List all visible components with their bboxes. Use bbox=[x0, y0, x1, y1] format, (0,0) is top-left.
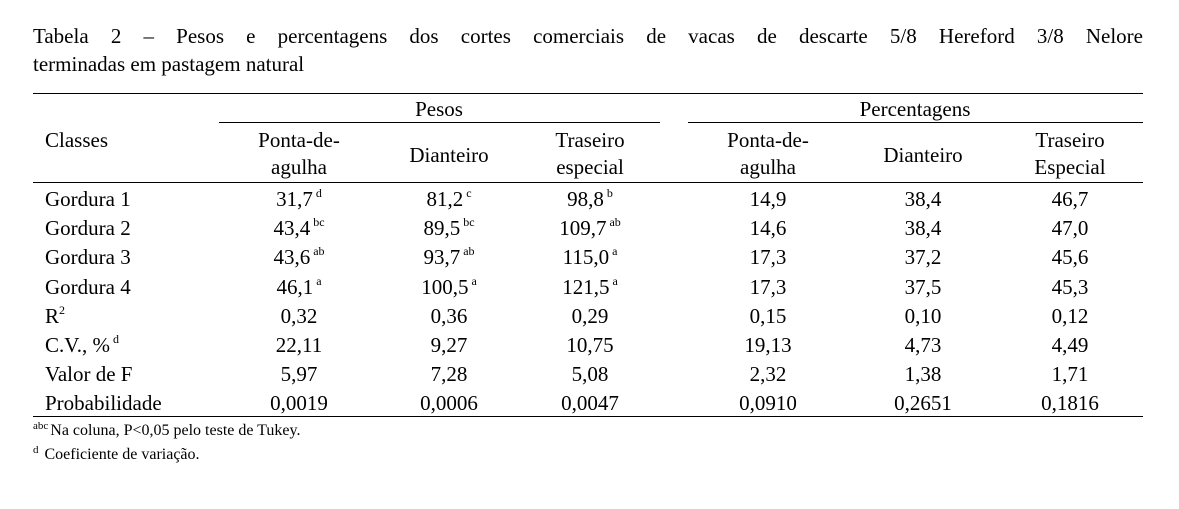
cell-value: 22,11 bbox=[275, 333, 323, 357]
table-cell bbox=[744, 331, 791, 359]
table-cell bbox=[905, 243, 942, 271]
cell-value: 45,3 bbox=[1051, 275, 1089, 299]
footnote-tukey bbox=[33, 421, 300, 441]
table-cell bbox=[905, 273, 942, 301]
table-cell bbox=[281, 302, 318, 330]
row-label-text: Gordura 2 bbox=[45, 216, 131, 240]
cell-value: 0,0019 bbox=[270, 391, 328, 415]
header-bottom-rule bbox=[33, 182, 1143, 183]
cell-value: 31,7 bbox=[276, 187, 313, 211]
cell-value: 1,38 bbox=[904, 362, 942, 386]
cell-value: 0,36 bbox=[430, 304, 468, 328]
table-cell bbox=[1052, 243, 1089, 271]
row-label bbox=[45, 302, 65, 330]
row-label-text: Gordura 1 bbox=[45, 187, 131, 211]
table-cell bbox=[423, 243, 474, 271]
table-cell bbox=[1052, 214, 1089, 242]
row-label-text: Probabilidade bbox=[45, 391, 162, 415]
table-cell bbox=[1052, 185, 1089, 213]
row-label-text: Gordura 4 bbox=[45, 275, 131, 299]
column-header-line1: Ponta-de- bbox=[258, 128, 340, 152]
cell-value: 38,4 bbox=[904, 187, 942, 211]
cell-value: 1,71 bbox=[1051, 362, 1089, 386]
table-cell bbox=[421, 273, 477, 301]
cell-value: 14,6 bbox=[749, 216, 787, 240]
cell-value: 43,4 bbox=[273, 216, 311, 240]
significance-letter: a bbox=[316, 274, 322, 288]
table-cell bbox=[423, 214, 474, 242]
cell-value: 45,6 bbox=[1051, 245, 1089, 269]
cell-value: 10,75 bbox=[566, 333, 614, 357]
cell-value: 93,7 bbox=[423, 245, 461, 269]
cell-value: 17,3 bbox=[749, 245, 787, 269]
cell-value: 4,49 bbox=[1051, 333, 1089, 357]
row-label bbox=[45, 331, 119, 359]
caption-line-2: terminadas em pastagem natural bbox=[33, 52, 305, 76]
table-cell bbox=[1052, 273, 1089, 301]
cell-value: 9,27 bbox=[430, 333, 468, 357]
column-header-line1: Dianteiro bbox=[409, 143, 489, 167]
cell-value: 98,8 bbox=[567, 187, 604, 211]
header-classes: Classes bbox=[45, 128, 108, 152]
row-label bbox=[45, 360, 133, 388]
cell-value: 43,6 bbox=[273, 245, 311, 269]
table-cell bbox=[567, 185, 613, 213]
table-cell bbox=[562, 273, 618, 301]
footnote-cv bbox=[33, 445, 200, 465]
cell-value: 7,28 bbox=[430, 362, 468, 386]
significance-letter: c bbox=[466, 186, 472, 200]
row-label-text: C.V., % bbox=[45, 333, 110, 357]
cell-value: 4,73 bbox=[904, 333, 942, 357]
table-cell bbox=[894, 389, 952, 417]
significance-letter: a bbox=[612, 274, 618, 288]
cell-value: 0,0006 bbox=[420, 391, 478, 415]
table-cell bbox=[561, 389, 619, 417]
column-header-line2: agulha bbox=[740, 155, 796, 179]
table-cell bbox=[750, 360, 787, 388]
table-cell bbox=[905, 302, 942, 330]
row-label-superscript: 2 bbox=[59, 303, 66, 317]
row-label bbox=[45, 243, 131, 271]
table-cell bbox=[572, 302, 609, 330]
table-cell bbox=[426, 185, 471, 213]
table-cell bbox=[1052, 360, 1089, 388]
significance-letter: bc bbox=[313, 215, 325, 229]
table-cell bbox=[566, 331, 613, 359]
footnote-mark-d: d bbox=[33, 444, 39, 456]
cell-value: 81,2 bbox=[426, 187, 464, 211]
column-header-line1: Traseiro bbox=[555, 128, 625, 152]
footnote-text-tukey: Na coluna, P<0,05 pelo teste de Tukey. bbox=[50, 422, 301, 439]
cell-value: 5,08 bbox=[571, 362, 609, 386]
table-cell bbox=[276, 273, 321, 301]
group-header-percentagens: Percentagens bbox=[859, 97, 971, 121]
significance-letter: a bbox=[612, 244, 618, 258]
significance-letter: bc bbox=[463, 215, 475, 229]
column-header-line2: agulha bbox=[271, 155, 327, 179]
cell-value: 89,5 bbox=[423, 216, 461, 240]
table-cell bbox=[1052, 331, 1089, 359]
cell-value: 0,15 bbox=[749, 304, 787, 328]
cell-value: 0,32 bbox=[280, 304, 318, 328]
cell-value: 0,0910 bbox=[739, 391, 797, 415]
cell-value: 0,12 bbox=[1051, 304, 1089, 328]
table-cell bbox=[750, 185, 787, 213]
significance-letter: b bbox=[606, 186, 613, 200]
row-label bbox=[45, 273, 131, 301]
column-header-line1: Dianteiro bbox=[883, 143, 963, 167]
cell-value: 14,9 bbox=[749, 187, 787, 211]
row-label-text: Valor de F bbox=[45, 362, 133, 386]
cell-value: 0,1816 bbox=[1041, 391, 1099, 415]
row-label bbox=[45, 389, 162, 417]
cell-value: 0,29 bbox=[571, 304, 609, 328]
cell-value: 109,7 bbox=[559, 216, 607, 240]
cell-value: 115,0 bbox=[562, 245, 610, 269]
footnote-text-cv: Coeficiente de variação. bbox=[40, 446, 200, 463]
cell-value: 47,0 bbox=[1051, 216, 1089, 240]
cell-value: 37,2 bbox=[904, 245, 942, 269]
significance-letter: d bbox=[315, 186, 322, 200]
row-label bbox=[45, 185, 131, 213]
cell-value: 0,2651 bbox=[894, 391, 952, 415]
column-header-line1: Ponta-de- bbox=[727, 128, 809, 152]
cell-value: 2,32 bbox=[749, 362, 787, 386]
table-cell bbox=[276, 185, 322, 213]
table-cell bbox=[905, 331, 942, 359]
table-cell bbox=[559, 214, 621, 242]
row-label-text: R bbox=[45, 304, 60, 328]
cell-value: 100,5 bbox=[421, 275, 469, 299]
cell-value: 19,13 bbox=[744, 333, 792, 357]
column-header-line2: especial bbox=[556, 155, 624, 179]
table-cell bbox=[750, 302, 787, 330]
table-cell bbox=[750, 214, 787, 242]
significance-letter: ab bbox=[463, 244, 475, 258]
cell-value: 38,4 bbox=[904, 216, 942, 240]
significance-letter: ab bbox=[313, 244, 325, 258]
table-cell bbox=[431, 331, 468, 359]
significance-letter: ab bbox=[609, 215, 621, 229]
top-rule bbox=[33, 93, 1143, 94]
table-cell bbox=[276, 331, 322, 359]
cell-value: 46,1 bbox=[276, 275, 314, 299]
column-header-line2: Especial bbox=[1034, 155, 1106, 179]
table-cell bbox=[563, 243, 618, 271]
row-label-superscript: d bbox=[112, 332, 119, 346]
footnote-mark-abc: abc bbox=[33, 420, 49, 432]
table-cell bbox=[420, 389, 478, 417]
cell-value: 121,5 bbox=[562, 275, 610, 299]
cell-value: 0,10 bbox=[904, 304, 942, 328]
significance-letter: a bbox=[471, 274, 477, 288]
table-cell bbox=[1052, 302, 1089, 330]
table-cell bbox=[750, 273, 787, 301]
table-caption bbox=[33, 22, 1143, 78]
table-cell bbox=[905, 360, 942, 388]
table-cell bbox=[273, 243, 324, 271]
row-label bbox=[45, 214, 131, 242]
cell-value: 37,5 bbox=[904, 275, 942, 299]
cell-value: 17,3 bbox=[749, 275, 787, 299]
column-header-line1: Traseiro bbox=[1035, 128, 1105, 152]
table-cell bbox=[273, 214, 324, 242]
table-cell bbox=[431, 302, 468, 330]
cell-value: 5,97 bbox=[280, 362, 318, 386]
table-cell bbox=[270, 389, 328, 417]
caption-line-1: Tabela 2 – Pesos e percentagens dos cortes comerciais de vacas de descarte 5/8 Hereford 3/8 Nelore bbox=[33, 24, 1143, 48]
cell-value: 46,7 bbox=[1051, 187, 1089, 211]
table-cell bbox=[572, 360, 609, 388]
table-cell bbox=[739, 389, 797, 417]
table-cell bbox=[905, 185, 942, 213]
table-cell bbox=[750, 243, 787, 271]
cell-value: 0,0047 bbox=[561, 391, 619, 415]
table-cell bbox=[1041, 389, 1099, 417]
table-cell bbox=[431, 360, 468, 388]
table-cell bbox=[905, 214, 942, 242]
table-cell bbox=[281, 360, 318, 388]
row-label-text: Gordura 3 bbox=[45, 245, 131, 269]
group-header-pesos: Pesos bbox=[415, 97, 463, 121]
